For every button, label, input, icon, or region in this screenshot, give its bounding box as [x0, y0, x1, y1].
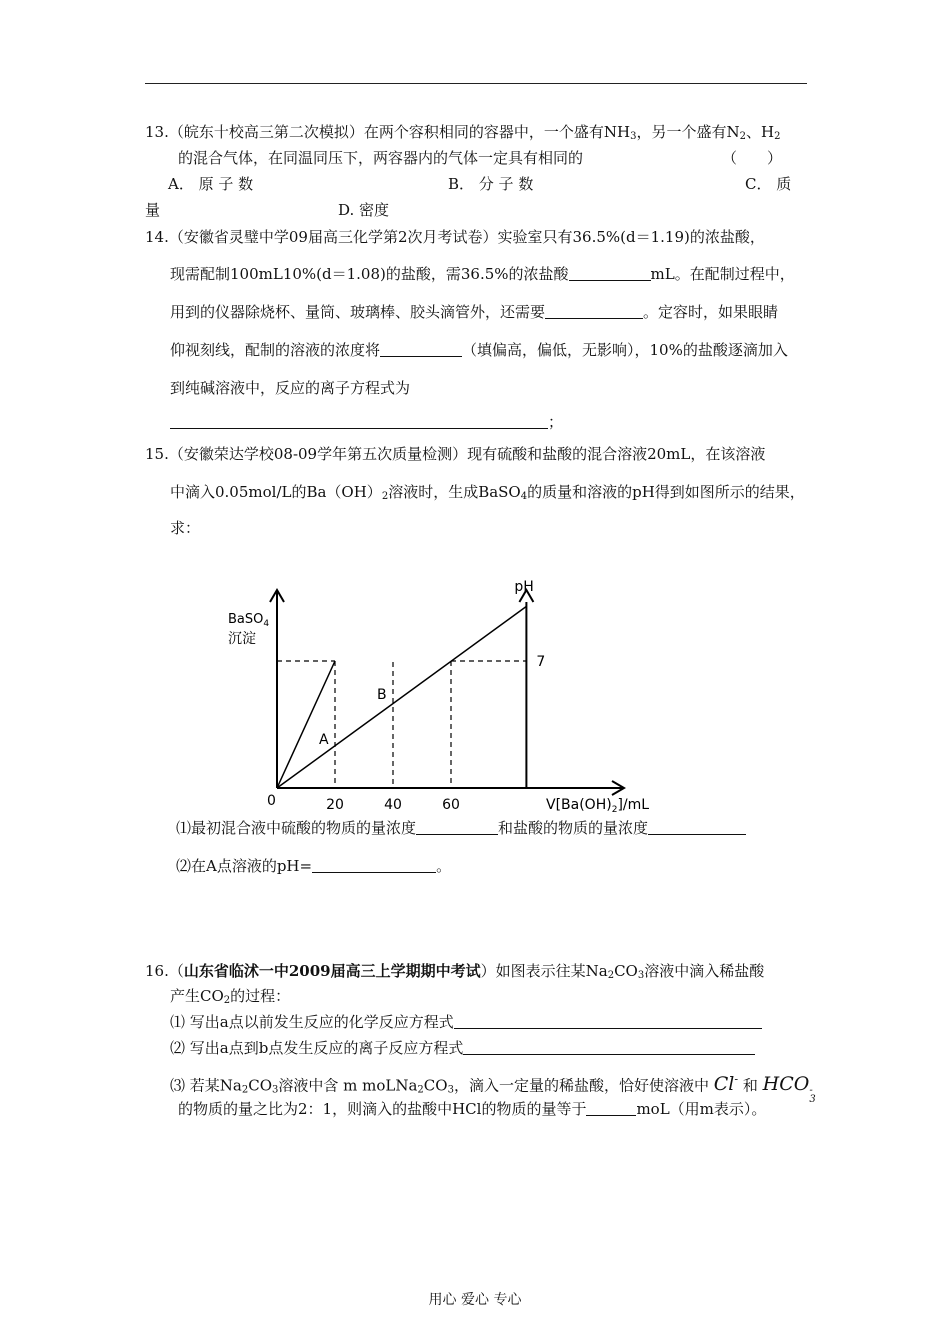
- q13-option-b: B． 分 子 数: [448, 175, 534, 193]
- q14-line6: ；: [170, 412, 563, 432]
- chart: [0, 570, 950, 830]
- q14-line2: 现需配制100mL10%(d＝1.08)的盐酸，需36.5%的浓盐酸 mL。在配制过程中，: [170, 265, 795, 283]
- q15-blank-hcl[interactable]: [648, 820, 746, 835]
- ph-line: [277, 606, 526, 788]
- q14-line5: 到纯碱溶液中，反应的离子方程式为: [170, 379, 411, 397]
- q16-sub1: ⑴ 写出a点以前发生反应的化学反应方程式: [170, 1012, 762, 1032]
- q15-blank-ph[interactable]: [312, 858, 436, 873]
- q14-line4: 仰视刻线，配制的溶液的浓度将 （填偏高，偏低，无影响），10%的盐酸逐滴加入: [170, 341, 788, 359]
- point-a-label: A: [319, 732, 329, 749]
- x-tick-label-60: 60: [442, 797, 460, 813]
- q13-option-c-cont: 量: [145, 201, 161, 219]
- q14-blank-instrument[interactable]: [545, 304, 643, 319]
- q15-line2: 中滴入0.05mol/L的Ba（OH）2溶液时，生成BaSO4的质量和溶液的pH得到如图所示的结果，: [170, 483, 805, 502]
- right-axis-label: pH: [514, 579, 534, 595]
- q16-blank-equation2[interactable]: [463, 1040, 755, 1055]
- q16-sub3-line2: 的物质的量之比为2：1，则滴入的盐酸中HCl的物质的量等于 moL（用m表示）。: [178, 1100, 767, 1118]
- footer: 用心 爱心 专心: [428, 1292, 522, 1308]
- q15-line1: 15.（安徽荣达学校08-09学年第五次质量检测）现有硫酸和盐酸的混合溶液20mL，在该溶液: [145, 445, 766, 463]
- ph7-label: 7: [536, 654, 546, 670]
- q16-line1: 16.（山东省临沭一中2009届高三上学期期中考试）如图表示往某Na2CO3溶液中滴入稀盐酸: [145, 962, 765, 981]
- q16-sub2: ⑵ 写出a点到b点发生反应的离子反应方程式: [170, 1038, 755, 1058]
- header-rule: [145, 83, 807, 84]
- x-tick-label-20: 20: [326, 797, 344, 813]
- q16-line2: 产生CO2的过程：: [170, 987, 291, 1006]
- q15-blank-h2so4[interactable]: [416, 820, 498, 835]
- q14-blank-volume[interactable]: [569, 266, 651, 281]
- q15-sub1: ⑴最初混合液中硫酸的物质的量浓度 和盐酸的物质的量浓度: [176, 818, 746, 838]
- q13-line2: 的混合气体，在同温同压下，两容器内的气体一定具有相同的: [178, 149, 584, 167]
- q16-blank-hcl-amount[interactable]: [586, 1101, 636, 1116]
- q14-line1: 14.（安徽省灵璧中学09届高三化学第2次月考试卷）实验室只有36.5%(d＝1.19)的浓盐酸，: [145, 228, 765, 246]
- x-tick-label-40: 40: [384, 797, 402, 813]
- baso4-rise-line: [277, 661, 335, 788]
- x-axis-label: $V[Ba(OH)_2]/mL$: [546, 797, 650, 815]
- left-axis-label: BaSO$_4$: [228, 612, 270, 629]
- q13-option-c: C． 质: [745, 175, 792, 193]
- q15-sub2: ⑵在A点溶液的pH= 。: [176, 857, 452, 875]
- q14-blank-concentration[interactable]: [380, 342, 462, 357]
- q13-text: 13.（皖东十校高三第二次模拟）在两个容积相同的容器中，一个盛有NH: [145, 123, 631, 141]
- q15-line3: 求：: [170, 519, 201, 537]
- q13-line1: 13.（皖东十校高三第二次模拟）在两个容积相同的容器中，一个盛有NH3，另一个盛有N2、H2: [145, 123, 781, 142]
- left-axis-label-2: 沉淀: [228, 631, 256, 647]
- q16-sub3: ⑶ 若某Na2CO3溶液中含 m moLNa2CO3，滴入一定量的稀盐酸，恰好使溶液中 Cl- 和 HCO - 3: [170, 1073, 816, 1106]
- bicarbonate-ion: HCO - 3: [762, 1073, 816, 1106]
- q16-blank-equation1[interactable]: [454, 1014, 762, 1029]
- chloride-ion: Cl-: [713, 1073, 739, 1096]
- q13-option-d: D. 密度: [338, 201, 390, 219]
- point-b-label: B: [377, 686, 387, 703]
- q14-line3: 用到的仪器除烧杯、量筒、玻璃棒、胶头滴管外，还需要 。定容时，如果眼睛: [170, 303, 779, 321]
- q14-blank-equation[interactable]: [170, 414, 548, 429]
- origin-label: 0: [267, 793, 276, 809]
- q13-answer-paren: （ ）: [722, 149, 783, 167]
- q13-option-a: A． 原 子 数: [168, 175, 254, 193]
